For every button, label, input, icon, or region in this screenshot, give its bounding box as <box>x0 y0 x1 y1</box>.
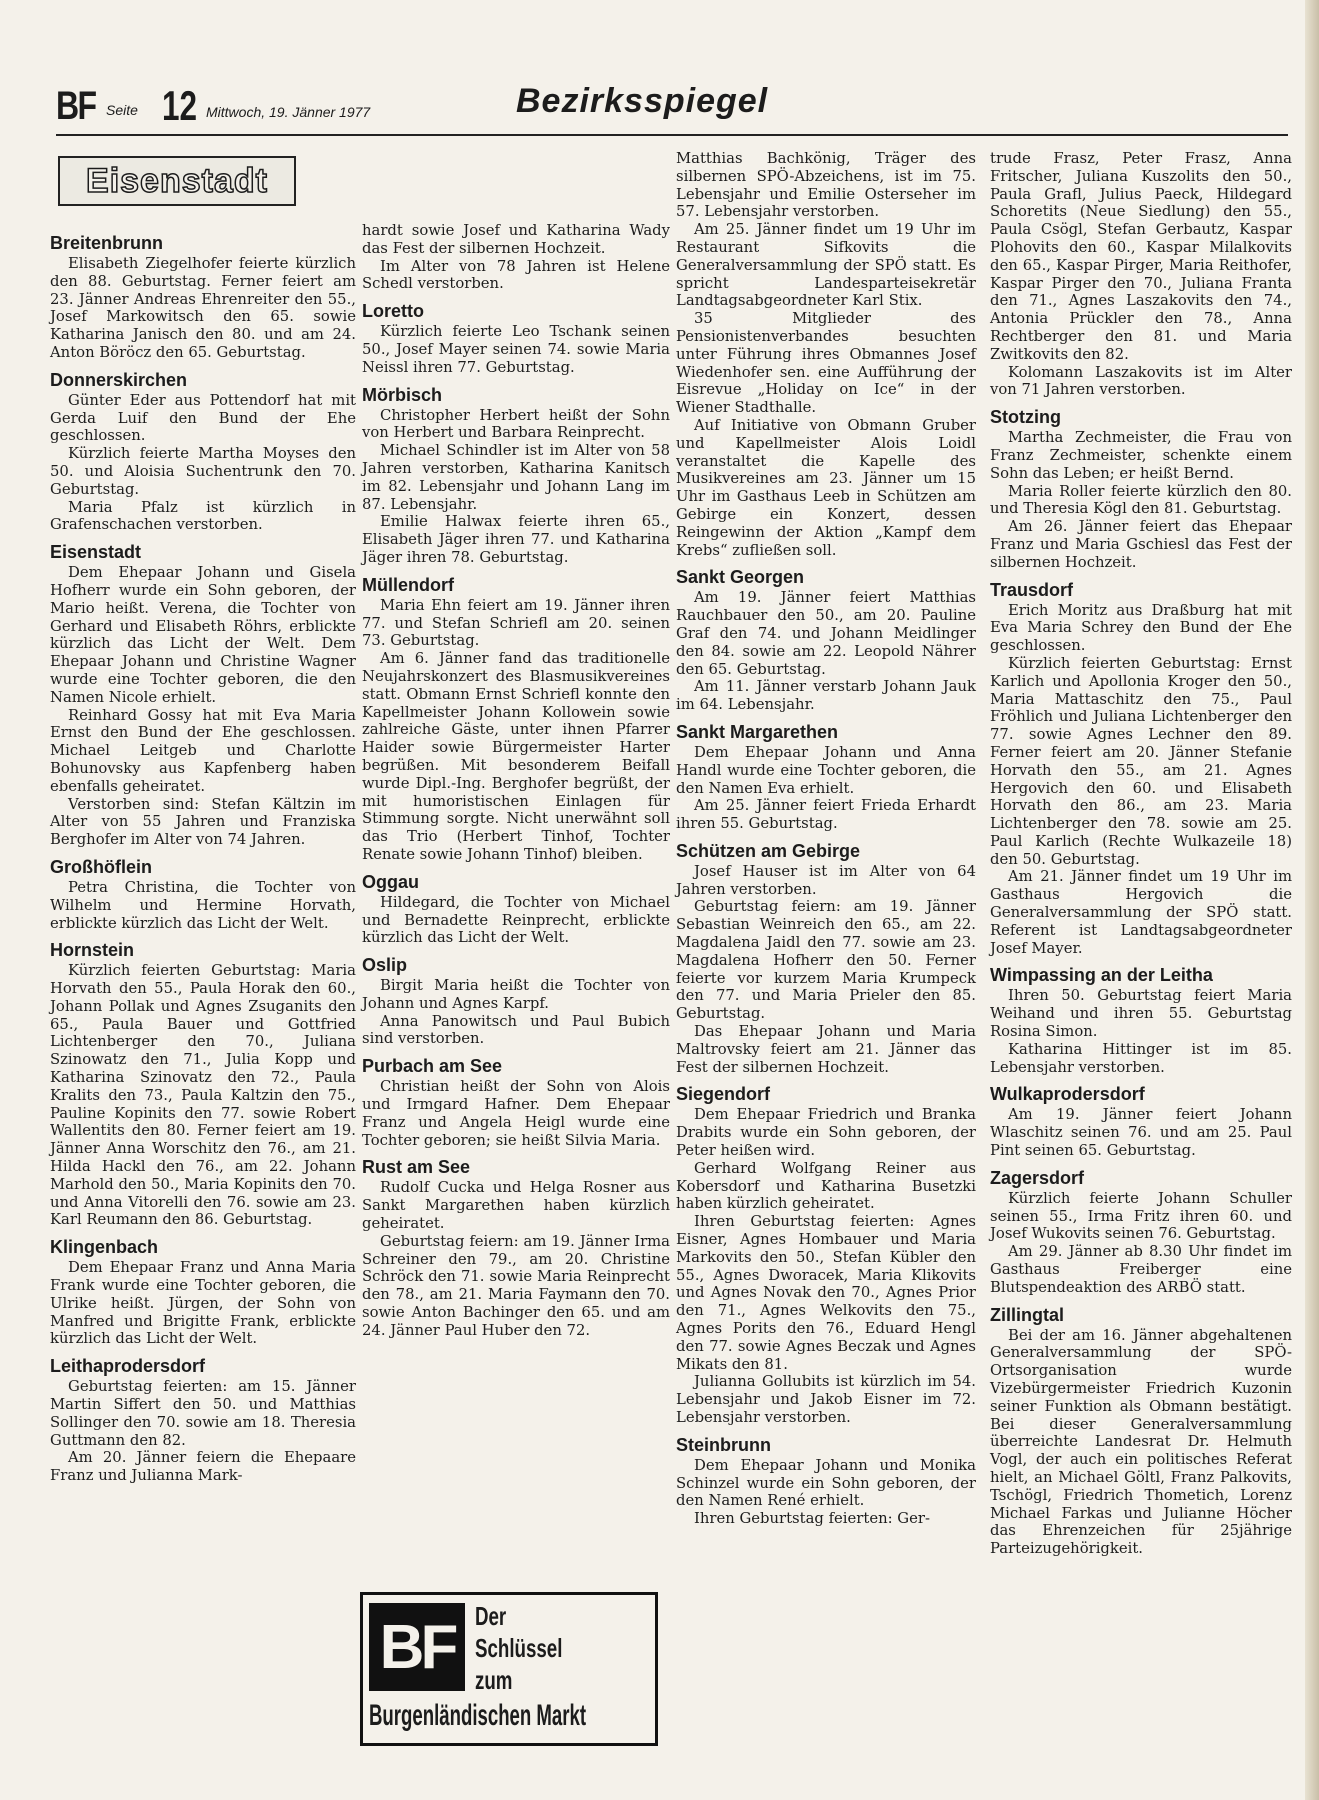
news-paragraph: Geburtstag feierten: am 15. Jänner Martin Siffert den 50. und Matthias Sollinger den 70. sowie am 18. Theresia Guttmann den 82. <box>50 1378 356 1449</box>
page-edge <box>1305 0 1319 1800</box>
text-column-2 <box>362 222 670 1340</box>
locality-heading: Schützen am Gebirge <box>676 840 861 861</box>
news-paragraph: Ihren Geburtstag feierten: Ger- <box>694 1510 930 1528</box>
news-paragraph: Birgit Maria heißt die Tochter von Johann und Agnes Karpf. <box>362 977 670 1012</box>
locality-heading: Zagersdorf <box>990 1167 1085 1188</box>
locality-heading: Loretto <box>362 301 424 322</box>
news-paragraph: Christopher Herbert heißt der Sohn von Herbert und Barbara Reinprecht. <box>362 406 670 442</box>
locality-heading: Leithaprodersdorf <box>50 1356 206 1377</box>
locality-heading: Klingenbach <box>50 1237 159 1258</box>
locality-heading: Purbach am See <box>362 1056 503 1077</box>
locality-heading: Zillingtal <box>990 1304 1064 1325</box>
news-paragraph: Kürzlich feierte Martha Moyses den 50. und Aloisia Suchentrunk den 70. Geburtstag. <box>50 445 356 498</box>
news-paragraph: Am 25. Jänner findet um 19 Uhr im Restaurant Sifkovits die Generalversammlung der SPÖ statt. Es spricht Landesparteisekretär Landtagsabgeordneter Karl Stix. <box>676 221 976 310</box>
page-number: 12 <box>162 82 198 129</box>
news-paragraph: Emilie Halwax feierte ihren 65., Elisabeth Jäger ihren 77. und Katharina Jäger ihren 78. Geburtstag. <box>362 513 670 566</box>
locality-heading: Sankt Margarethen <box>676 721 839 742</box>
news-paragraph: hardt sowie Josef und Katharina Wady das Fest der silbernen Hochzeit. <box>362 222 670 257</box>
news-paragraph: Am 26. Jänner feiert das Ehepaar Franz und Maria Gschiesl das Fest der silbernen Hochzeit. <box>990 518 1292 571</box>
locality-heading: Breitenbrunn <box>50 233 164 253</box>
news-paragraph: Am 20. Jänner feiern die Ehepaare Franz und Julianna Mark- <box>50 1449 356 1485</box>
news-paragraph: Julianna Gollubits ist kürzlich im 54. Lebensjahr und Jakob Eisner im 72. Lebensjahr verstorben. <box>676 1373 976 1426</box>
news-paragraph: Dem Ehepaar Johann und Monika Schinzel wurde ein Sohn geboren, der den Namen René erhielt. <box>676 1456 976 1510</box>
locality-heading: Eisenstadt <box>50 542 142 563</box>
newspaper-logo: BF <box>56 84 96 128</box>
news-paragraph: Michael Schindler ist im Alter von 58 Jahren verstorben, Katharina Kanitsch im 82. Lebensjahr und Johann Lang im 87. Lebensjahr. <box>362 442 670 513</box>
ad-line: Der <box>475 1601 507 1631</box>
locality-heading: Sankt Georgen <box>676 567 805 588</box>
locality-heading: Wimpassing an der Leitha <box>990 965 1213 986</box>
locality-heading: Hornstein <box>50 940 135 961</box>
locality-heading: Mörbisch <box>362 384 443 405</box>
news-paragraph: Am 6. Jänner fand das traditionelle Neujahrskonzert des Blasmusikvereines statt. Obmann Ernst Schriefl konnte den Kapellmeister Johann Kollowein sowie zahlreiche Gäste, unter ihnen Pfarrer Haider sowie Bürgermeister Harter begrüßen. Mit besonderem Beifall wurde Dipl.-Ing. Berghofer begrüßt, der mit humoristischen Einlagen für Stimmung sorgte. Nicht unerwähnt soll das Trio (Herbert Tinhof, Tochter Renate sowie Johann Tinhof) bleiben. <box>362 650 670 863</box>
news-paragraph: Am 11. Jänner verstarb Johann Jauk im 64. Lebensjahr. <box>676 678 976 714</box>
ad-line: Schlüssel <box>475 1633 563 1663</box>
news-paragraph: trude Frasz, Peter Frasz, Anna Fritscher, Juliana Kuszolits den 50., Paula Grafl, Julius Paeck, Hildegard Schoretits (Neue Siedlung) den 55., Paula Csögl, Stefan Gerbautz, Kaspar Plohovits den 60., Kaspar Milalkovits den 65., Kaspar Pirger, Maria Reithofer, Kaspar Pirger den 70., Juliana Franta den 71., Agnes Laszakovits den 74., Antonia Prückler den 78., Anna Rechtberger den 81. und Maria Zwitkovits den 82. <box>990 150 1292 363</box>
news-paragraph: Dem Ehepaar Franz und Anna Maria Frank wurde eine Tochter geboren, die Ulrike heißt. Jürgen, der Sohn von Manfred und Brigitte Frank, erblickte kürzlich das Licht der Welt. <box>50 1259 356 1348</box>
locality-heading: Steinbrunn <box>676 1434 771 1455</box>
news-paragraph: Am 19. Jänner feiert Matthias Rauchbauer den 50., am 20. Pauline Graf den 74. und Johann Meidlinger den 84. sowie am 22. Leopold Nährer den 65. Geburtstag. <box>676 589 976 678</box>
news-paragraph: Günter Eder aus Pottendorf hat mit Gerda Luif den Bund der Ehe geschlossen. <box>50 391 356 445</box>
news-paragraph: Dem Ehepaar Johann und Anna Handl wurde eine Tochter geboren, die den Namen Eva erhielt. <box>676 743 976 797</box>
news-paragraph: Dem Ehepaar Johann und Gisela Hofherr wurde ein Sohn geboren, der Mario heißt. Verena, die Tochter von Gerhard und Elisabeth Röhrs, erblickte kürzlich das Licht der Welt. Dem Ehepaar Johann und Christine Wagner wurde eine Tochter geboren, die den Namen Nicole erhielt. <box>50 564 356 706</box>
section-title: Bezirksspiegel <box>516 82 769 120</box>
news-paragraph: Martha Zechmeister, die Frau von Franz Zechmeister, schenkte einem Sohn das Leben; er heißt Bernd. <box>990 429 1292 482</box>
news-paragraph: 35 Mitglieder des Pensionistenverbandes besuchten unter Führung ihres Obmannes Josef Wiedenhofer sen. eine Aufführung der Eisrevue „Holiday on Ice“ in der Wiener Stadthalle. <box>676 310 976 417</box>
locality-heading: Siegendorf <box>676 1084 771 1105</box>
page-label: Seite <box>106 102 138 118</box>
news-paragraph: Matthias Bachkönig, Träger des silbernen SPÖ-Abzeichens, ist im 75. Lebensjahr und Emilie Osterseher im 57. Lebensjahr verstorben. <box>676 150 976 221</box>
news-paragraph: Maria Pfalz ist kürzlich in Grafenschachen verstorben. <box>50 498 356 534</box>
news-paragraph: Am 29. Jänner ab 8.30 Uhr findet im Gasthaus Freiberger eine Blutspendeaktion des ARBÖ statt. <box>990 1243 1292 1296</box>
page-header <box>56 78 1288 136</box>
news-paragraph: Maria Ehn feiert am 19. Jänner ihren 77. und Stefan Schriefl am 20. seinen 73. Geburtstag. <box>362 596 670 650</box>
news-paragraph: Hildegard, die Tochter von Michael und Bernadette Reinprecht, erblickte kürzlich das Licht der Welt. <box>362 893 670 947</box>
locality-heading: Stotzing <box>990 407 1061 428</box>
locality-heading: Müllendorf <box>362 574 454 595</box>
news-paragraph: Maria Roller feierte kürzlich den 80. und Theresia Kögl den 81. Geburtstag. <box>990 482 1292 518</box>
news-paragraph: Reinhard Gossy hat mit Eva Maria Ernst den Bund der Ehe geschlossen. Michael Leitgeb und Charlotte Bohunovsky aus Kapfenberg haben ebenfalls geheiratet. <box>50 706 356 795</box>
news-paragraph: Am 21. Jänner findet um 19 Uhr im Gasthaus Hergovich die Generalversammlung der SPÖ statt. Referent ist Landtagsabgeordneter Josef Mayer. <box>990 868 1292 957</box>
news-paragraph: Katharina Hittinger ist im 85. Lebensjahr verstorben. <box>990 1040 1292 1076</box>
news-paragraph: Kürzlich feierten Geburtstag: Ernst Karlich und Apollonia Kroger den 50., Maria Mattaschitz den 75., Paul Fröhlich und Juliana Lichtenberger den 77. sowie Agnes Lechner den 89. Ferner feiert am 20. Jänner Stefanie Horvath den 55., am 21. Agnes Hergovich den 60. und Elisabeth Horvath den 86., am 23. Maria Lichtenberger den 78. sowie am 25. Paul Karlich (Rechte Wulkazeile 18) den 50. Geburtstag. <box>990 654 1292 868</box>
text-column-4 <box>990 150 1292 1558</box>
locality-heading: Oggau <box>362 871 419 892</box>
ad-logo: BF <box>369 1603 465 1691</box>
issue-date: Mittwoch, 19. Jänner 1977 <box>206 104 371 120</box>
news-paragraph: Kürzlich feierte Johann Schuller seinen 55., Irma Fritz ihren 60. und Josef Wukovits seinen 76. Geburtstag. <box>990 1189 1292 1243</box>
locality-heading: Rust am See <box>362 1157 471 1178</box>
news-paragraph: Auf Initiative von Obmann Gruber und Kapellmeister Alois Loidl veranstaltet die Kapelle des Musikvereines am 23. Jänner um 15 Uhr im Gasthaus Leeb in Schützen am Gebirge ein Konzert, dessen Reingewinn der Aktion „Kampf dem Krebs“ zufließen soll. <box>676 416 976 559</box>
news-paragraph: Dem Ehepaar Friedrich und Branka Drabits wurde ein Sohn geboren, der Peter heißen wird. <box>676 1106 976 1160</box>
news-paragraph: Verstorben sind: Stefan Kältzin im Alter von 55 Jahren und Franziska Berghofer im Alter von 74 Jahren. <box>50 795 356 849</box>
news-paragraph: Das Ehepaar Johann und Maria Maltrovsky feiert am 21. Jänner das Fest der silbernen Hochzeit. <box>676 1023 976 1076</box>
news-paragraph: Petra Christina, die Tochter von Wilhelm und Hermine Horvath, erblickte kürzlich das Licht der Welt. <box>50 878 356 932</box>
news-paragraph: Am 19. Jänner feiert Johann Wlaschitz seinen 76. und am 25. Paul Pint seinen 65. Geburtstag. <box>990 1106 1292 1160</box>
locality-heading: Oslip <box>362 955 408 976</box>
advertisement-box <box>360 1592 658 1746</box>
locality-heading: Wulkaprodersdorf <box>990 1084 1145 1105</box>
news-paragraph: Ihren Geburtstag feierten: Agnes Eisner, Agnes Hombauer und Maria Markovits den 50., Stefan Kübler den 55., Agnes Dworacek, Maria Klikovits und Agnes Novak den 70., Agnes Prior den 71., Agnes Welkovits den 75., Agnes Porits den 76., Eduard Hengl den 77. sowie Agnes Beczak und Agnes Mikats den 81. <box>676 1213 976 1373</box>
text-column-3 <box>676 150 976 1528</box>
news-paragraph: Erich Moritz aus Draßburg hat mit Eva Maria Schrey den Bund der Ehe geschlossen. <box>990 601 1292 655</box>
locality-heading: Großhöflein <box>50 856 152 877</box>
district-title: Eisenstadt <box>86 161 268 200</box>
news-paragraph: Geburtstag feiern: am 19. Jänner Sebastian Weinreich den 65., am 22. Magdalena Jaidl den 77. sowie am 23. Magdalena Hofherr den 50. Ferner feierte vor kurzem Maria Krumpeck den 77. und Maria Prieler den 85. Geburtstag. <box>676 898 976 1023</box>
news-paragraph: Rudolf Cucka und Helga Rosner aus Sankt Margarethen haben kürzlich geheiratet. <box>362 1179 670 1233</box>
locality-heading: Trausdorf <box>990 579 1074 600</box>
news-paragraph: Am 25. Jänner feiert Frieda Erhardt ihren 55. Geburtstag. <box>676 797 976 833</box>
news-paragraph: Bei der am 16. Jänner abgehaltenen Generalversammlung der SPÖ-Ortsorganisation wurde Vizebürgermeister Friedrich Kuzonin seiner Funktion als Obmann bestätigt. Bei dieser Generalversammlung überreichte Landesrat Dr. Helmuth Vogl, der auch ein politisches Referat hielt, an Michael Göltl, Franz Palkovits, Tschögl, Friedrich Thometich, Lorenz Michael Farkas und Julianne Höcher das Ehrenzeichen für 25jährige Parteizugehörigkeit. <box>990 1326 1292 1558</box>
news-paragraph: Geburtstag feiern: am 19. Jänner Irma Schreiner den 79., am 20. Christine Schröck den 71. sowie Maria Reinprecht den 78., am 21. Maria Faymann den 70. sowie Anton Bachinger den 65. und am 24. Jänner Paul Huber den 72. <box>362 1232 670 1339</box>
news-paragraph: Kürzlich feierten Geburtstag: Maria Horvath den 55., Paula Horak den 60., Johann Pollak und Agnes Zsuganits den 65., Paula Bauer und Gottfried Lichtenberger den 70., Juliana Szinowatz den 71., Julia Kopp und Katharina Szinovatz den 72., Paula Kralits den 73., Paula Kaltzin den 75., Pauline Kopinits den 77. sowie Robert Wallentits den 80. Ferner feiert am 19. Jänner Anna Worschitz den 76., am 21. Hilda Hackl den 76., am 22. Johann Marhold den 50., Maria Kopinits den 70. und Anna Vitorelli den 76. sowie am 23. Karl Reumann den 86. Geburtstag. <box>50 962 356 1229</box>
ad-line: zum <box>475 1665 513 1695</box>
news-paragraph: Kolomann Laszakovits ist im Alter von 71 Jahren verstorben. <box>990 363 1292 399</box>
news-paragraph: Christian heißt der Sohn von Alois und Irmgard Hafner. Dem Ehepaar Franz und Angela Heigl wurde eine Tochter geboren; sie heißt Silvia Maria. <box>362 1078 670 1149</box>
ad-line: Burgenländischen Markt <box>369 1699 587 1732</box>
news-paragraph: Im Alter von 78 Jahren ist Helene Schedl verstorben. <box>362 257 670 293</box>
news-paragraph: Kürzlich feierte Leo Tschank seinen 50., Josef Mayer seinen 74. sowie Maria Neissl ihren 77. Geburtstag. <box>362 323 670 376</box>
district-title-box <box>58 156 296 206</box>
news-paragraph: Ihren 50. Geburtstag feiert Maria Weihand und ihren 55. Geburtstag Rosina Simon. <box>990 987 1292 1041</box>
news-paragraph: Gerhard Wolfgang Reiner aus Kobersdorf und Katharina Busetzki haben kürzlich geheiratet. <box>676 1159 976 1213</box>
locality-heading: Donnerskirchen <box>50 369 188 390</box>
news-paragraph: Josef Hauser ist im Alter von 64 Jahren verstorben. <box>676 862 976 898</box>
text-column-1 <box>50 225 356 1485</box>
news-paragraph: Elisabeth Ziegelhofer feierte kürzlich den 88. Geburtstag. Ferner feiert am 23. Jänner Andreas Ehrenreiter den 55., Josef Markowitsch den 65. sowie Katharina Janisch den 80. und am 24. Anton Böröcz den 65. Geburtstag. <box>50 255 356 361</box>
news-paragraph: Anna Panowitsch und Paul Bubich sind verstorben. <box>362 1012 670 1048</box>
